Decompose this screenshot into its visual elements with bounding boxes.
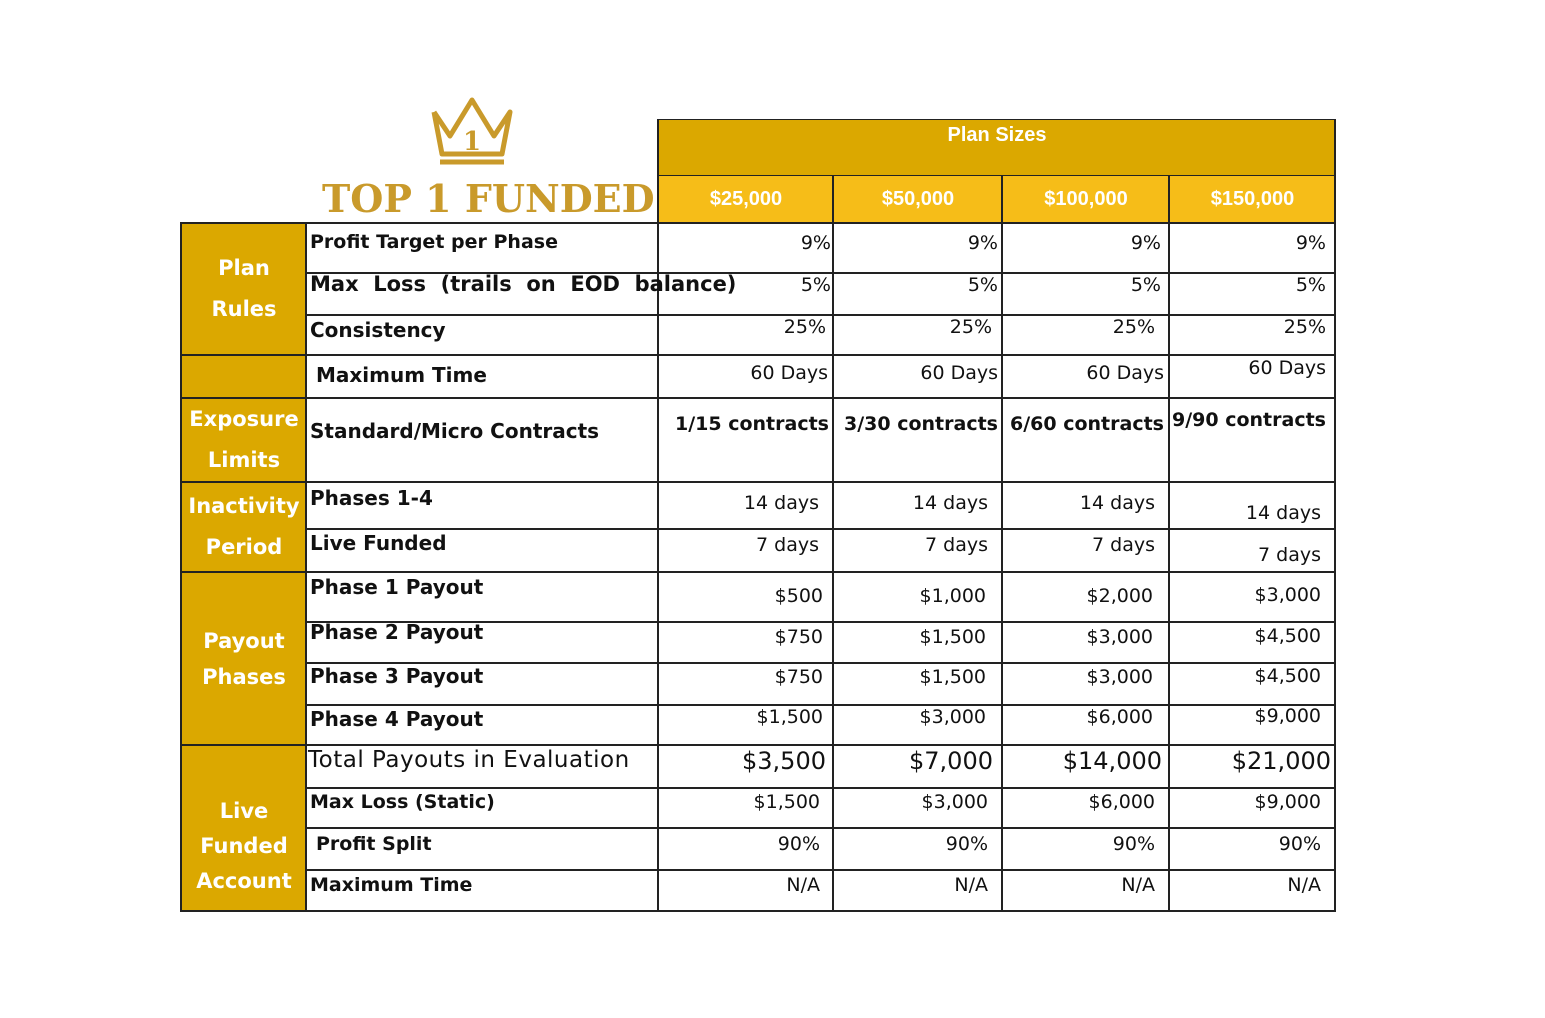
row-label-phases-1-4: Phases 1-4 <box>310 486 433 510</box>
cell: $750 <box>774 626 823 648</box>
plan-sizes-header <box>658 119 1336 176</box>
plan-col-150k: $150,000 <box>1169 175 1336 223</box>
cell: 25% <box>783 316 826 338</box>
cell: $4,500 <box>1254 625 1321 647</box>
cell: 14 days <box>1245 502 1321 524</box>
row-label-maximum-time-live: Maximum Time <box>310 874 473 896</box>
row-label-maximum-time: Maximum Time <box>316 363 487 387</box>
plan-col-50k: $50,000 <box>833 175 1003 223</box>
row-label-phase-3-payout: Phase 3 Payout <box>310 664 484 688</box>
cell: N/A <box>1287 874 1321 896</box>
brand-logo <box>310 90 655 225</box>
row-label-consistency: Consistency <box>310 318 446 342</box>
cell: $3,000 <box>1254 584 1321 606</box>
category-plan-rules: Plan Rules <box>182 223 306 355</box>
cell: $3,000 <box>919 706 986 728</box>
category-inactivity-period: Inactivity Period <box>182 482 306 572</box>
cell: $6,000 <box>1088 791 1155 813</box>
brand-name: TOP 1 FUNDED <box>322 176 655 221</box>
cell: 7 days <box>1092 534 1155 556</box>
cell: $9,000 <box>1254 791 1321 813</box>
row-label-live-funded: Live Funded <box>310 531 447 555</box>
cell: $1,500 <box>756 706 823 728</box>
cell: N/A <box>786 874 820 896</box>
cell: 25% <box>1112 316 1155 338</box>
cell: 25% <box>1283 316 1326 338</box>
cell: 5% <box>1130 274 1161 296</box>
cell: $1,500 <box>753 791 820 813</box>
cell: $3,000 <box>1086 626 1153 648</box>
cell: 60 Days <box>750 362 828 384</box>
cell: 5% <box>800 274 831 296</box>
cell: $3,000 <box>1086 666 1153 688</box>
row-label-phase-2-payout: Phase 2 Payout <box>310 620 484 644</box>
cell: 9% <box>967 232 998 254</box>
cell: 14 days <box>743 492 819 514</box>
row-label-phase-4-payout: Phase 4 Payout <box>310 707 484 731</box>
cell: $9,000 <box>1254 705 1321 727</box>
cell: 7 days <box>756 534 819 556</box>
cell: N/A <box>1121 874 1155 896</box>
cell: 7 days <box>1258 544 1321 566</box>
cell: 6/60 contracts <box>1010 413 1164 435</box>
cell: $7,000 <box>909 747 993 775</box>
cell: 5% <box>1295 274 1326 296</box>
row-label-phase-1-payout: Phase 1 Payout <box>310 575 484 599</box>
cell: 9% <box>1130 232 1161 254</box>
cell: $2,000 <box>1086 585 1153 607</box>
cell: 90% <box>1278 833 1321 855</box>
cell: 60 Days <box>1248 357 1326 379</box>
row-label-total-payouts: Total Payouts in Evaluation <box>308 747 630 773</box>
cell: 90% <box>945 833 988 855</box>
cell: $21,000 <box>1231 747 1331 775</box>
cell: N/A <box>954 874 988 896</box>
cell: $14,000 <box>1062 747 1162 775</box>
cell: $6,000 <box>1086 706 1153 728</box>
category-payout-phases: Payout Phases <box>182 572 306 745</box>
crown-digit: 1 <box>462 127 482 157</box>
plan-col-25k: $25,000 <box>658 175 834 223</box>
cell: $4,500 <box>1254 665 1321 687</box>
cell: 9/90 contracts <box>1172 409 1326 431</box>
cell: 60 Days <box>1086 362 1164 384</box>
plan-sizes-title: Plan Sizes <box>947 124 1047 146</box>
cell: 3/30 contracts <box>844 413 998 435</box>
row-label-contracts: Standard/Micro Contracts <box>310 419 600 443</box>
cell: $3,500 <box>742 747 826 775</box>
cell: 60 Days <box>920 362 998 384</box>
cell: $1,500 <box>919 666 986 688</box>
cell: 14 days <box>912 492 988 514</box>
cell: 9% <box>800 232 831 254</box>
cell: 7 days <box>925 534 988 556</box>
category-exposure-limits: Exposure Limits <box>182 398 306 482</box>
crown-icon <box>428 92 516 166</box>
cell: $3,000 <box>921 791 988 813</box>
cell: 14 days <box>1079 492 1155 514</box>
category-live-funded-account: Live Funded Account <box>182 745 306 911</box>
cell: 9% <box>1295 232 1326 254</box>
row-label-max-loss: Max Loss (trails on EOD balance) <box>310 272 737 296</box>
category-plan-rules-extension <box>182 355 306 398</box>
cell: $1,500 <box>919 626 986 648</box>
cell: 1/15 contracts <box>675 413 829 435</box>
cell: $1,000 <box>919 585 986 607</box>
row-label-profit-target: Profit Target per Phase <box>310 231 558 253</box>
row-label-profit-split: Profit Split <box>316 833 432 855</box>
cell: 90% <box>777 833 820 855</box>
row-label-max-loss-static: Max Loss (Static) <box>310 791 495 813</box>
cell: $750 <box>774 666 823 688</box>
cell: 5% <box>967 274 998 296</box>
plan-col-100k: $100,000 <box>1002 175 1170 223</box>
cell: $500 <box>774 585 823 607</box>
cell: 90% <box>1112 833 1155 855</box>
cell: 25% <box>949 316 992 338</box>
